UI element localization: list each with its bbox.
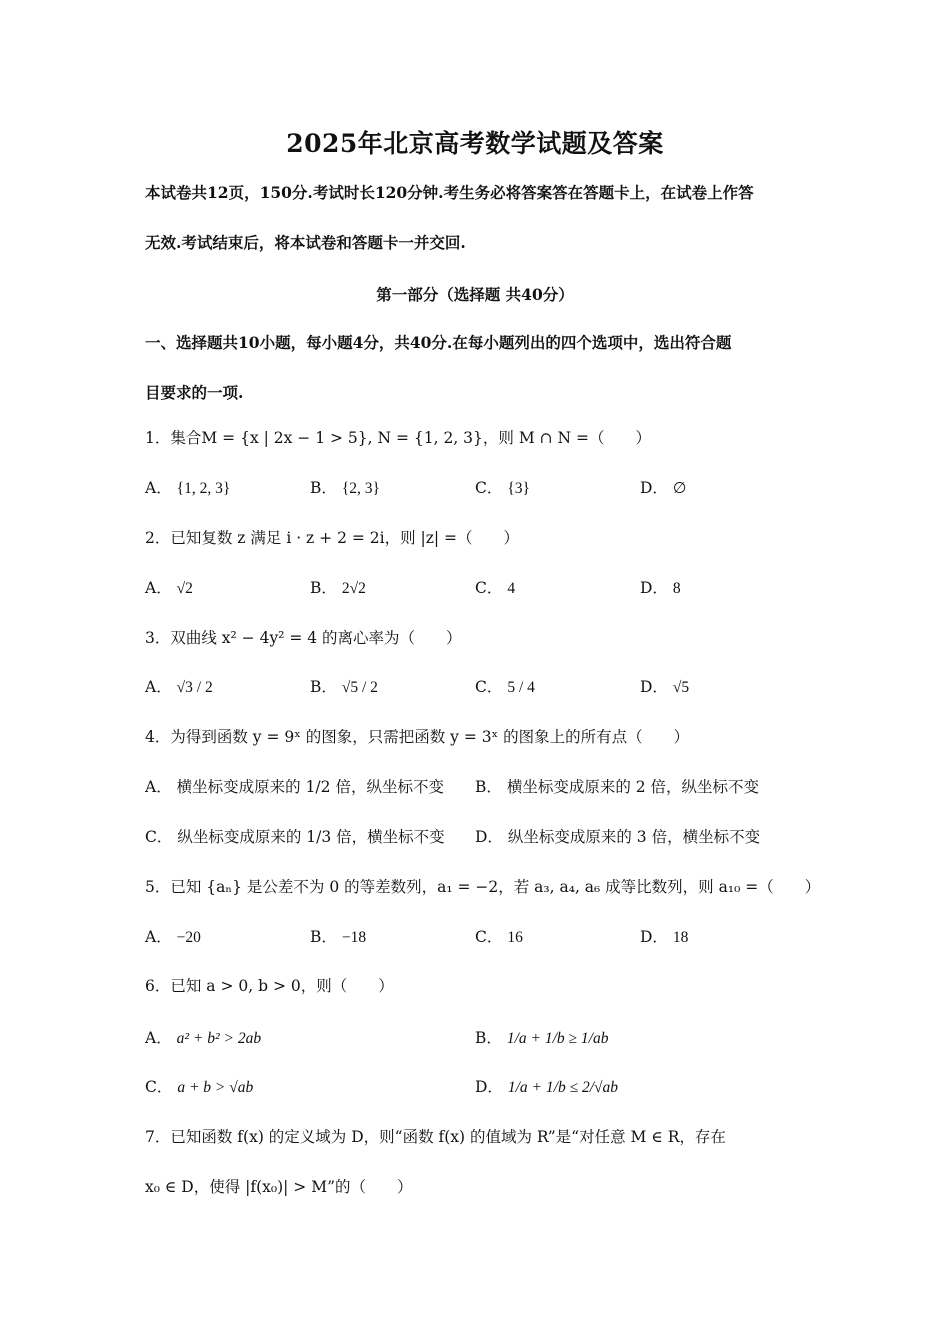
question-1-option-d[interactable]: D． ∅ <box>640 479 687 497</box>
question-2-option-a[interactable]: A． √2 <box>145 579 193 597</box>
question-3-option-c[interactable]: C． 5 / 4 <box>475 678 535 696</box>
question-number: 7． <box>145 1128 171 1146</box>
question-text: 已知 {aₙ} 是公差不为 0 的等差数列，a₁ = −2，若 a₃, a₄, a₆ 成等比数列，则 a₁₀ =（ ） <box>170 878 821 896</box>
question-5-stem <box>145 877 820 897</box>
question-3-stem <box>145 628 462 648</box>
question-2-option-b[interactable]: B． 2√2 <box>310 579 366 597</box>
intro-line-2: 无效.考试结束后，将本试卷和答题卡一并交回. <box>145 233 466 252</box>
question-text: 已知复数 z 满足 i · z + 2 = 2i，则 |z| =（ ） <box>170 529 520 547</box>
question-number: 3． <box>145 629 171 647</box>
question-number: 4． <box>145 728 171 746</box>
question-4-option-d[interactable]: D． 纵坐标变成原来的 3 倍，横坐标不变 <box>475 828 761 846</box>
question-3-option-d[interactable]: D． √5 <box>640 678 690 696</box>
question-6-option-c[interactable]: C． a + b > √ab <box>145 1078 254 1096</box>
question-7-stem-line-1 <box>145 1127 726 1147</box>
question-6-stem <box>145 976 394 996</box>
intro-line-1: 本试卷共12页，150分.考试时长120分钟.考生务必将答案答在答题卡上，在试卷上作答 <box>145 183 754 202</box>
question-1-option-c[interactable]: C． {3} <box>475 479 530 497</box>
question-number: 6． <box>145 977 171 995</box>
question-4-option-b[interactable]: B． 横坐标变成原来的 2 倍，纵坐标不变 <box>475 778 760 796</box>
question-2-option-c[interactable]: C． 4 <box>475 579 516 597</box>
question-7-stem-line-2: x₀ ∈ D，使得 |f(x₀)| > M”的（ ） <box>145 1178 413 1196</box>
question-3-option-b[interactable]: B． √5 / 2 <box>310 678 378 696</box>
question-5-option-a[interactable]: A． −20 <box>145 928 201 946</box>
question-5-option-d[interactable]: D． 18 <box>640 928 689 946</box>
question-number: 1． <box>145 429 171 447</box>
question-4-stem <box>145 727 689 747</box>
page-title: 2025年北京高考数学试题及答案 <box>286 129 664 158</box>
question-2-option-d[interactable]: D． 8 <box>640 579 681 597</box>
section-instructions-line-1: 一、选择题共10小题，每小题4分，共40分.在每小题列出的四个选项中，选出符合题 <box>145 333 732 352</box>
question-text: 双曲线 x² − 4y² = 4 的离心率为（ ） <box>170 629 462 647</box>
question-1-stem <box>145 428 651 448</box>
part-heading: 第一部分（选择题 共40分） <box>376 285 574 304</box>
question-6-option-b[interactable]: B． 1/a + 1/b ≥ 1/ab <box>475 1029 609 1047</box>
question-1-option-a[interactable]: A． {1, 2, 3} <box>145 479 231 497</box>
question-4-option-c[interactable]: C． 纵坐标变成原来的 1/3 倍，横坐标不变 <box>145 828 445 846</box>
question-1-option-b[interactable]: B． {2, 3} <box>310 479 380 497</box>
question-text: 已知函数 f(x) 的定义域为 D，则“函数 f(x) 的值域为 R”是“对任意 M ∈ R，存在 <box>170 1128 726 1146</box>
question-2-stem <box>145 528 519 548</box>
question-4-option-a[interactable]: A． 横坐标变成原来的 1/2 倍，纵坐标不变 <box>145 778 444 796</box>
question-6-option-a[interactable]: A． a² + b² > 2ab <box>145 1029 262 1047</box>
question-5-option-c[interactable]: C． 16 <box>475 928 523 946</box>
section-instructions-line-2: 目要求的一项. <box>145 383 244 402</box>
question-6-option-d[interactable]: D． 1/a + 1/b ≤ 2/√ab <box>475 1078 619 1096</box>
question-3-option-a[interactable]: A． √3 / 2 <box>145 678 213 696</box>
question-number: 2． <box>145 529 171 547</box>
question-text: 集合M = {x | 2x − 1 > 5}, N = {1, 2, 3}，则 M ∩ N =（ ） <box>170 429 652 447</box>
question-number: 5． <box>145 878 171 896</box>
question-5-option-b[interactable]: B． −18 <box>310 928 367 946</box>
question-text: 已知 a > 0, b > 0，则（ ） <box>170 977 394 995</box>
question-text: 为得到函数 y = 9ˣ 的图象，只需把函数 y = 3ˣ 的图象上的所有点（ ） <box>170 728 690 746</box>
